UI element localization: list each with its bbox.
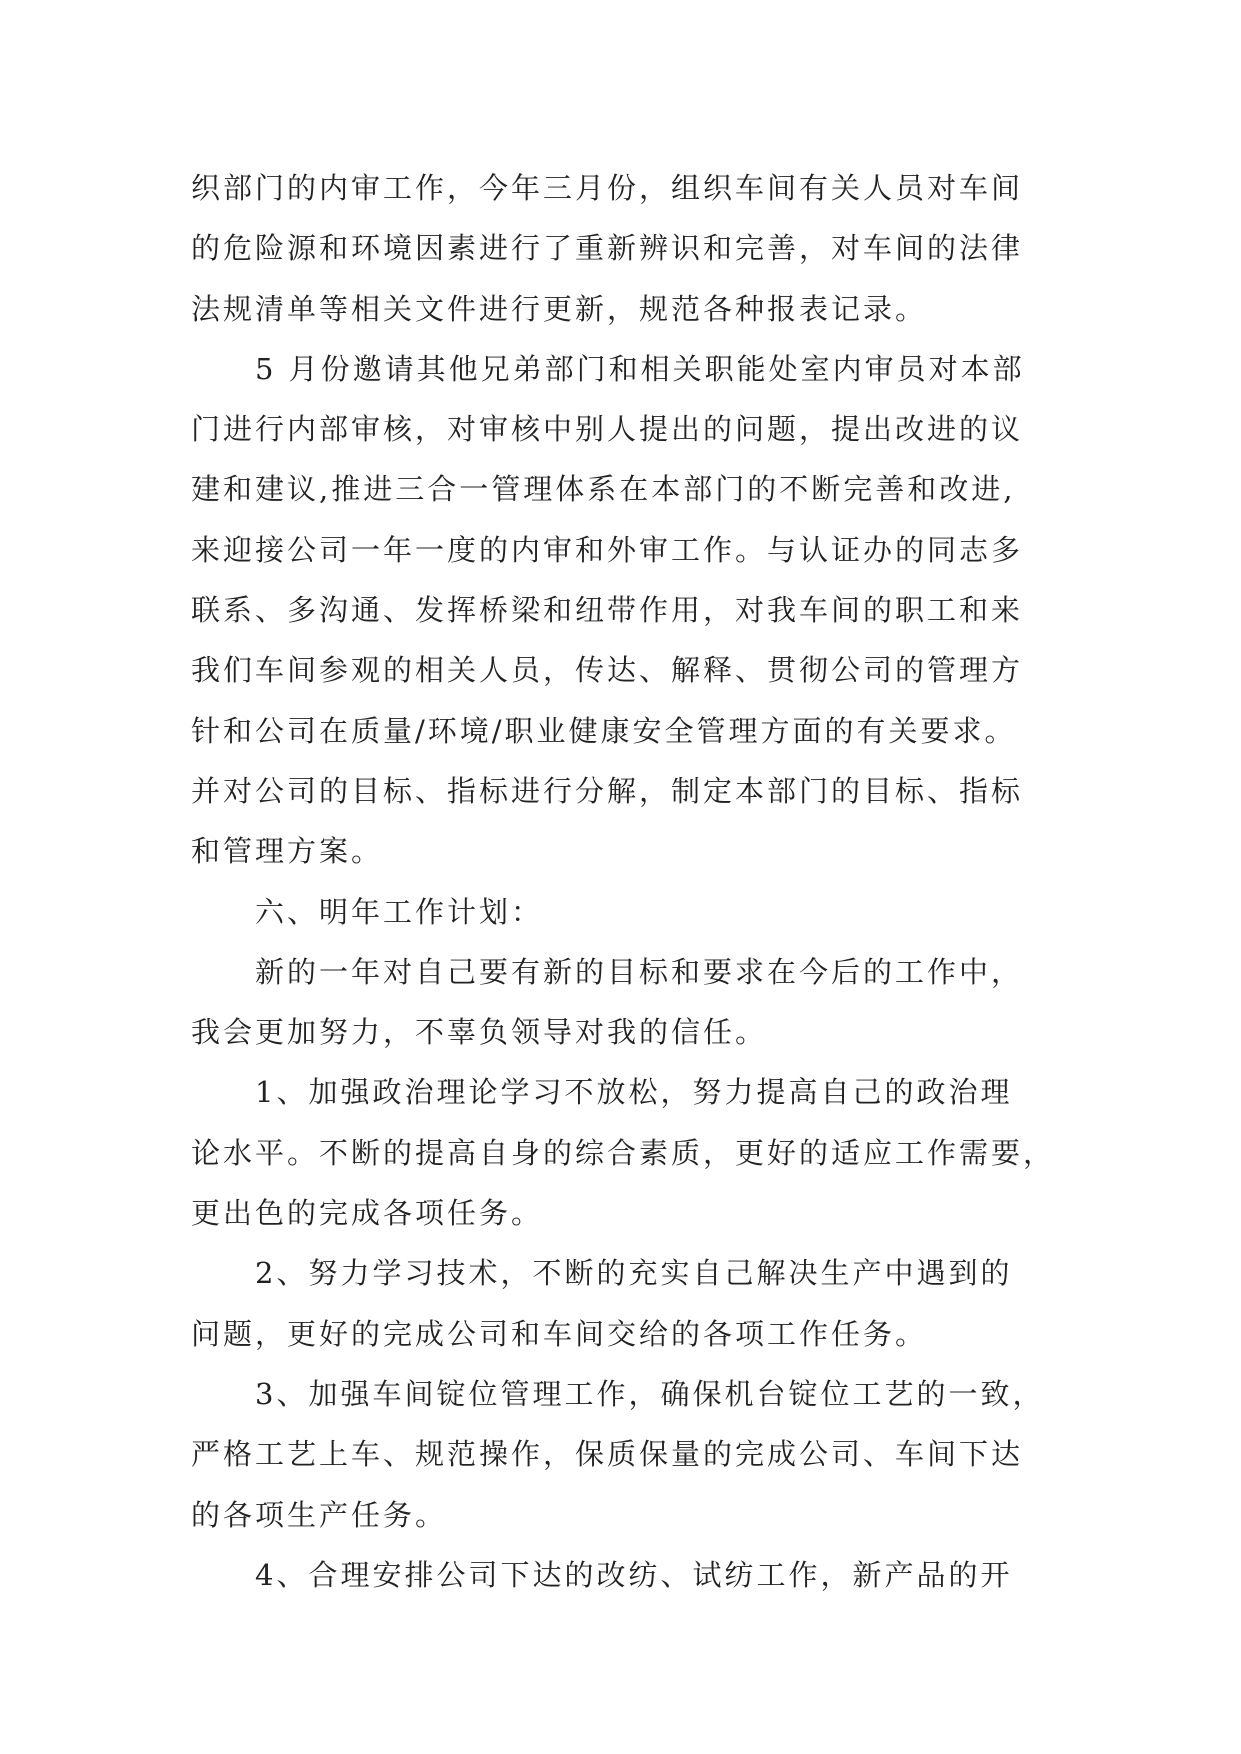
text-line: 1、加强政治理论学习不放松，努力提高自己的政治理 [255,1075,1013,1110]
paragraph-3 [191,942,1071,1063]
section-heading-next-year-plan [191,882,1071,942]
section-heading: 六、明年工作计划： [255,894,544,929]
text-line: 织部门的内审工作，今年三月份，组织车间有关人员对车间 [191,171,1024,205]
plan-item-3 [191,1364,1071,1545]
text-line: 我会更加努力，不辜负领导对我的信任。 [191,1015,768,1050]
paragraph-2 [191,339,1071,882]
text-line: 问题，更好的完成公司和车间交给的各项工作任务。 [191,1316,928,1351]
text-line: 的各项生产任务。 [191,1497,448,1532]
plan-item-1 [191,1062,1071,1243]
text-line: 并对公司的目标、指标进行分解，制定本部门的目标、指标 [191,773,1024,808]
text-line: 5 月份邀请其他兄弟部门和相关职能处室内审员对本部 [255,351,1025,386]
text-line: 更出色的完成各项任务。 [191,1196,544,1231]
document-body [191,158,1071,1605]
plan-item-4 [191,1545,1071,1605]
plan-item-2 [191,1243,1071,1364]
paragraph-1 [191,158,1071,339]
text-line: 和管理方案。 [191,834,384,869]
text-line: 法规清单等相关文件进行更新，规范各种报表记录。 [191,291,928,326]
text-line: 门进行内部审核，对审核中别人提出的问题，提出改进的议 [191,412,1024,447]
text-line: 建和建议,推进三合一管理体系在本部门的不断完善和改进, [191,472,1016,507]
text-line: 论水平。不断的提高自身的综合素质，更好的适应工作需要， [191,1135,1056,1170]
text-line: 新的一年对自己要有新的目标和要求在今后的工作中， [255,954,1024,989]
text-line: 4、合理安排公司下达的改纺、试纺工作，新产品的开 [255,1557,1013,1592]
text-line: 联系、多沟通、发挥桥梁和纽带作用，对我车间的职工和来 [191,593,1024,628]
text-line: 严格工艺上车、规范操作，保质保量的完成公司、车间下达 [191,1437,1024,1472]
text-line: 我们车间参观的相关人员，传达、解释、贯彻公司的管理方 [191,653,1024,688]
text-line: 2、努力学习技术，不断的充实自己解决生产中遇到的 [255,1256,1013,1291]
text-line: 针和公司在质量/环境/职业健康安全管理方面的有关要求。 [191,713,1017,748]
text-line: 来迎接公司一年一度的内审和外审工作。与认证办的同志多 [191,532,1024,567]
text-line: 3、加强车间锭位管理工作，确保机台锭位工艺的一致， [255,1376,1045,1411]
text-line: 的危险源和环境因素进行了重新辨识和完善，对车间的法律 [191,231,1024,266]
